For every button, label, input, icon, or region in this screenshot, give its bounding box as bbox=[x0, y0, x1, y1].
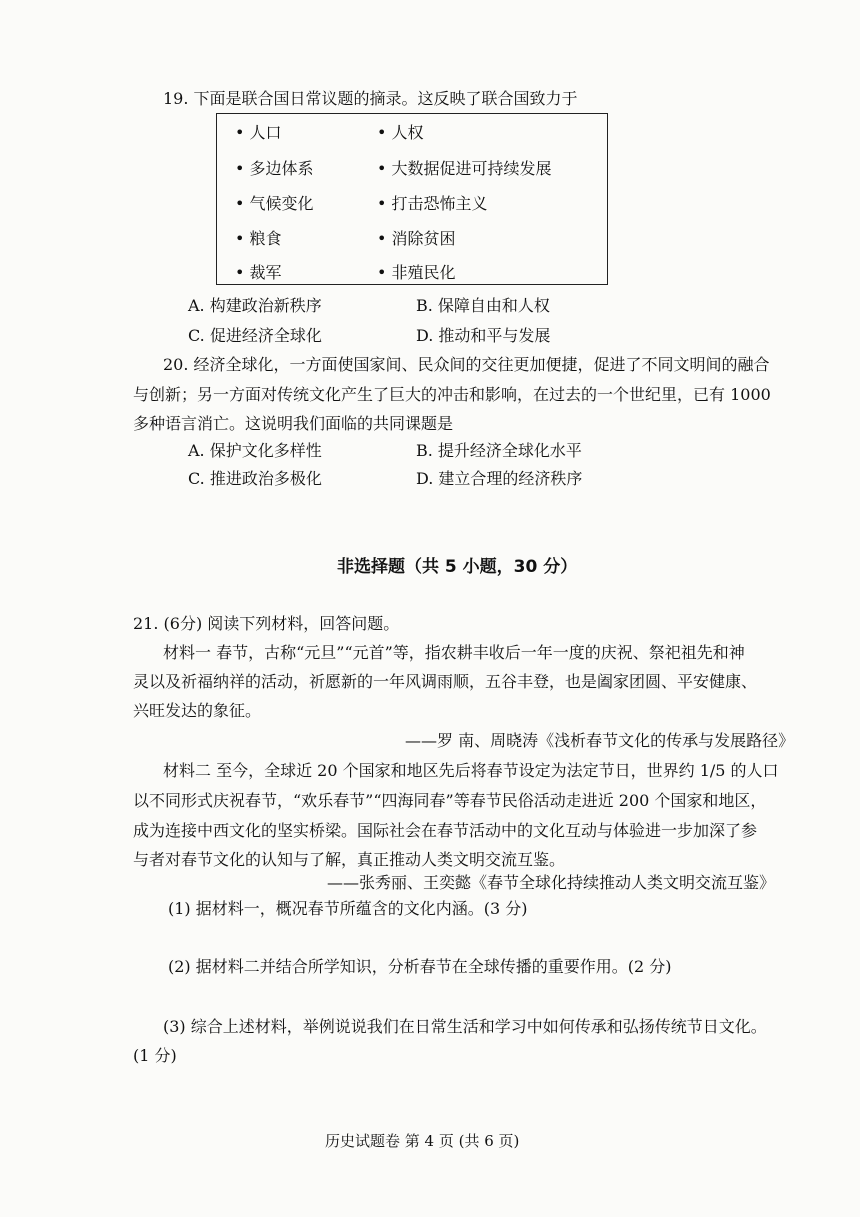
q20-stem-line: 多种语言消亡。这说明我们面临的共同课题是 bbox=[133, 414, 454, 433]
q19-option-b[interactable]: B. 保障自由和人权 bbox=[416, 296, 550, 315]
section-title: 非选择题（共 5 小题，30 分） bbox=[337, 557, 578, 577]
topic-item: • 大数据促进可持续发展 bbox=[377, 159, 552, 178]
topic-item: • 打击恐怖主义 bbox=[377, 194, 488, 213]
q19-option-a[interactable]: A. 构建政治新秩序 bbox=[188, 296, 322, 315]
material-one-source: ——罗 南、周晓涛《浅析春节文化的传承与发展路径》 bbox=[405, 731, 795, 750]
topic-item: • 粮食 bbox=[235, 229, 282, 248]
material-one-line: 兴旺发达的象征。 bbox=[133, 701, 262, 720]
material-two-line: 材料二 至今，全球近 20 个国家和地区先后将春节设定为法定节日，世界约 1/5 的人口 bbox=[163, 761, 779, 780]
q19-stem: 19. 下面是联合国日常议题的摘录。这反映了联合国致力于 bbox=[163, 89, 578, 108]
q20-option-d[interactable]: D. 建立合理的经济秩序 bbox=[416, 469, 583, 488]
topic-item: • 多边体系 bbox=[235, 159, 314, 178]
q21-subquestion-1: (1) 据材料一，概况春节所蕴含的文化内涵。(3 分) bbox=[168, 899, 528, 918]
material-two-source: ——张秀丽、王奕懿《春节全球化持续推动人类文明交流互鉴》 bbox=[327, 873, 776, 892]
q21-subquestion-3-score: (1 分) bbox=[133, 1046, 177, 1065]
q20-option-c[interactable]: C. 推进政治多极化 bbox=[188, 469, 322, 488]
q21-subquestion-2: (2) 据材料二并结合所学知识，分析春节在全球传播的重要作用。(2 分) bbox=[168, 957, 672, 976]
topic-item: • 非殖民化 bbox=[377, 263, 456, 282]
q20-stem-line: 与创新；另一方面对传统文化产生了巨大的冲击和影响，在过去的一个世纪里，已有 1000 bbox=[133, 385, 771, 404]
topic-item: • 人口 bbox=[235, 123, 282, 142]
q19-option-c[interactable]: C. 促进经济全球化 bbox=[188, 326, 322, 345]
q20-option-a[interactable]: A. 保护文化多样性 bbox=[188, 441, 322, 460]
q20-option-b[interactable]: B. 提升经济全球化水平 bbox=[416, 441, 582, 460]
q19-topic-box bbox=[216, 113, 608, 285]
q20-stem-line: 20. 经济全球化，一方面使国家间、民众间的交往更加便捷，促进了不同文明间的融合 bbox=[163, 355, 770, 374]
topic-item: • 气候变化 bbox=[235, 194, 314, 213]
material-two-line: 以不同形式庆祝春节，“欢乐春节”“四海同春”等春节民俗活动走进近 200 个国家和地区， bbox=[133, 791, 767, 810]
topic-item: • 人权 bbox=[377, 123, 424, 142]
material-two-line: 与者对春节文化的认知与了解，真正推动人类文明交流互鉴。 bbox=[133, 850, 566, 869]
topic-item: • 消除贫困 bbox=[377, 229, 456, 248]
q21-stem: 21. (6分) 阅读下列材料，回答问题。 bbox=[133, 614, 400, 633]
material-two-line: 成为连接中西文化的坚实桥梁。国际社会在春节活动中的文化互动与体验进一步加深了参 bbox=[133, 821, 758, 840]
q19-option-d[interactable]: D. 推动和平与发展 bbox=[416, 326, 551, 345]
material-one-line: 材料一 春节，古称“元旦”“元首”等，指农耕丰收后一年一度的庆祝、祭祀祖先和神 bbox=[163, 643, 745, 662]
topic-item: • 裁军 bbox=[235, 263, 282, 282]
page-footer: 历史试题卷 第 4 页 (共 6 页) bbox=[325, 1132, 520, 1150]
material-one-line: 灵以及祈福纳祥的活动，祈愿新的一年风调雨顺，五谷丰登，也是阖家团圆、平安健康、 bbox=[133, 672, 758, 691]
q21-subquestion-3: (3) 综合上述材料，举例说说我们在日常生活和学习中如何传承和弘扬传统节日文化。 bbox=[163, 1017, 767, 1036]
